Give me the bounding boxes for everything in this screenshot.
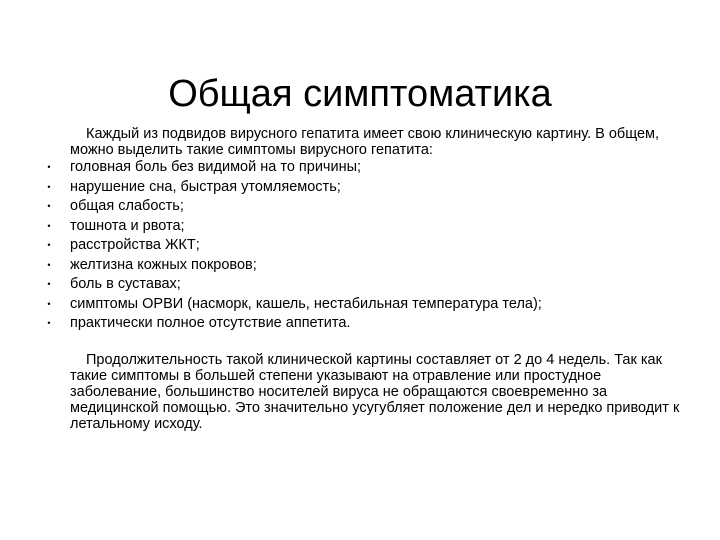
intro-paragraph: Каждый из подвидов вирусного гепатита имеет свою клиническую картину. В общем, можно выделить такие симптомы вирусного гепатита: xyxy=(70,126,660,158)
list-item xyxy=(47,197,680,217)
list-item-text: тошнота и рвота; xyxy=(70,217,185,234)
bullet-icon: • xyxy=(47,259,51,270)
bullet-icon: • xyxy=(47,279,51,289)
list-item-text: головная боль без видимой на то причины; xyxy=(70,159,362,175)
list-item-text: боль в суставах; xyxy=(70,276,181,292)
symptom-list xyxy=(47,158,680,334)
bullet-icon: • xyxy=(47,220,51,231)
slide-title: Общая симптоматика xyxy=(168,73,552,116)
list-item-text: практически полное отсутствие аппетита. xyxy=(70,315,351,331)
list-item xyxy=(47,275,680,295)
bullet-icon: • xyxy=(47,181,51,192)
list-item-text: желтизна кожных покровов; xyxy=(70,256,257,273)
list-item xyxy=(47,178,680,198)
list-item-text: симптомы ОРВИ (насморк, кашель, нестабильная температура тела); xyxy=(70,295,542,312)
bullet-icon: • xyxy=(47,318,51,328)
bullet-icon: • xyxy=(47,201,51,211)
bullet-icon: • xyxy=(47,240,51,250)
list-item xyxy=(47,158,680,178)
list-item-text: нарушение сна, быстрая утомляемость; xyxy=(70,178,341,195)
bullet-icon: • xyxy=(47,162,51,172)
list-item xyxy=(47,236,680,256)
slide-body xyxy=(47,126,680,432)
list-item xyxy=(47,256,680,276)
conclusion-paragraph: Продолжительность такой клинической картины составляет от 2 до 4 недель. Так как такие симптомы в большей степени указывают на отравление или простудное заболевание, большинство носителей вируса не обращаются своевременно за медицинской помощью. Это значительно усугубляет положение дел и нередко приводит к летальному исходу. xyxy=(70,351,680,432)
list-item xyxy=(47,314,680,334)
list-item xyxy=(47,217,680,237)
bullet-icon: • xyxy=(47,298,51,309)
list-item-text: расстройства ЖКТ; xyxy=(70,237,200,253)
list-item xyxy=(47,295,680,315)
list-item-text: общая слабость; xyxy=(70,198,184,214)
